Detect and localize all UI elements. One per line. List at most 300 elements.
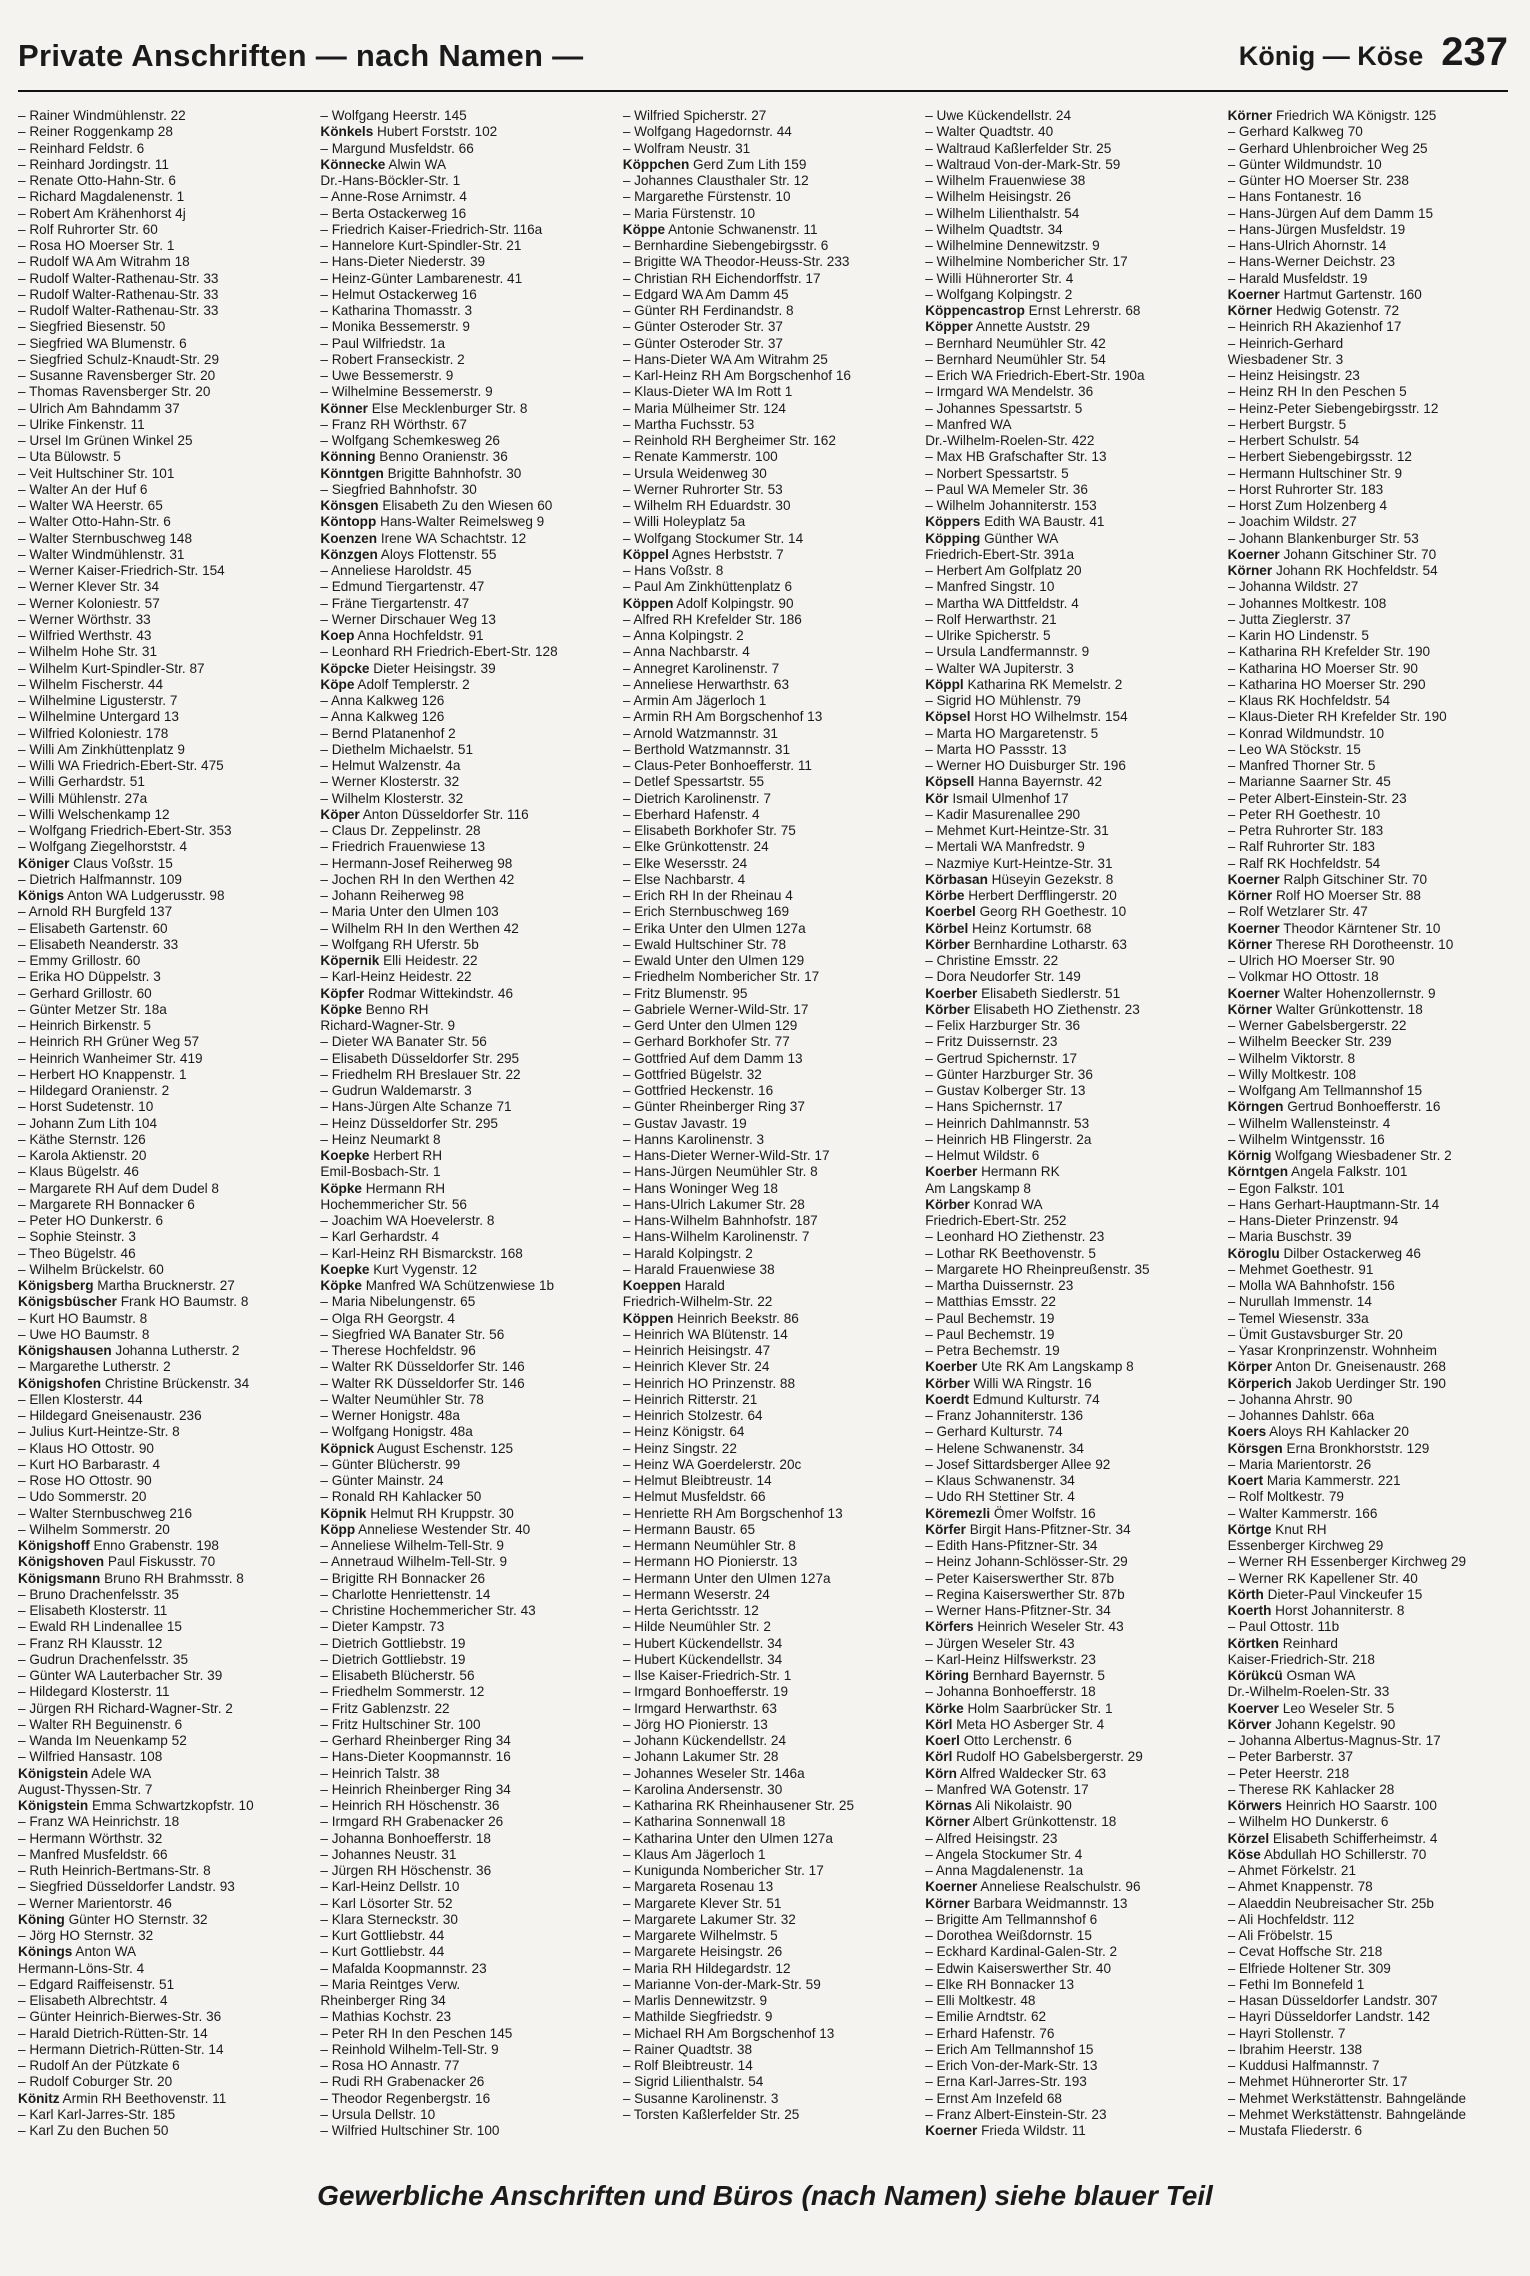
directory-entry: – Matthias Emsstr. 22 — [925, 1294, 1056, 1310]
directory-entry: – Maria Fürstenstr. 10 — [622, 205, 756, 221]
directory-entry: Koers Aloys RH Kahlacker 20 — [1227, 1424, 1409, 1440]
directory-entry: – Rolf Herwarthstr. 21 — [925, 611, 1057, 627]
directory-entry: – Hans Voßstr. 8 — [622, 563, 724, 578]
directory-entry: – Erich Sternbuschweg 169 — [622, 904, 790, 920]
directory-entry: – Johannes Dahlstr. 66a — [1227, 1408, 1375, 1423]
directory-entry: – Günter Metzer Str. 18a — [18, 1001, 167, 1017]
directory-entry: – Jörg HO Sternstr. 32 — [18, 1928, 154, 1943]
directory-entry: – Wilhelm Klosterstr. 32 — [320, 790, 464, 806]
directory-entry: – Karolina Andersenstr. 30 — [622, 1781, 783, 1797]
directory-entry: – Wilhelm Viktorstr. 8 — [1227, 1050, 1356, 1066]
directory-entry: – Margarete HO Rheinpreußenstr. 35 — [925, 1261, 1150, 1277]
directory-entry: Körngen Gertrud Bonhoefferstr. 16 — [1227, 1099, 1441, 1115]
directory-entry: Körn Alfred Waldecker Str. 63 — [925, 1765, 1106, 1781]
directory-entry: – Johann Reiherweg 98 — [320, 888, 464, 903]
directory-entry: – Paul Bechemstr. 19 — [925, 1310, 1055, 1326]
directory-entry: Körl Rudolf HO Gabelsbergerstr. 29 — [925, 1749, 1143, 1765]
directory-entry: – Johannes Weseler Str. 146a — [622, 1765, 805, 1781]
directory-entry: Körtken Reinhard — [1227, 1635, 1338, 1651]
directory-entry: – Helmut Ostackerweg 16 — [320, 286, 477, 302]
directory-entry: – Fräne Tiergartenstr. 47 — [320, 595, 470, 611]
directory-entry: Köpke Hermann RH — [320, 1180, 446, 1196]
directory-entry: Königsbüscher Frank HO Baumstr. 8 — [18, 1294, 249, 1310]
directory-entry: – Christine Emsstr. 22 — [925, 953, 1059, 968]
directory-entry: – Petra Ruhrorter Str. 183 — [1227, 823, 1384, 838]
directory-entry: – Paul Am Zinkhüttenplatz 6 — [622, 579, 793, 595]
directory-entry: – Martha Fuchsstr. 53 — [622, 416, 755, 432]
directory-entry: Koep Anna Hochfeldstr. 91 — [320, 628, 484, 643]
directory-entry: – Mehmet Goethestr. 91 — [1227, 1261, 1374, 1277]
directory-entry: – Susanne Ravensberger Str. 20 — [18, 368, 216, 383]
directory-entry: Koenzen Irene WA Schachtstr. 12 — [320, 530, 527, 546]
directory-entry: – Günter Blücherstr. 99 — [320, 1456, 461, 1472]
directory-entry: – Gottfried Heckenstr. 16 — [622, 1083, 774, 1098]
directory-entry: – Theodor Regenbergstr. 16 — [320, 2090, 491, 2106]
directory-entry: – Heinz Singstr. 22 — [622, 1440, 737, 1456]
directory-entry: – Horst Ruhrorter Str. 183 — [1227, 481, 1384, 497]
directory-entry: – Horst Zum Holzenberg 4 — [1227, 498, 1388, 513]
directory-entry: – Mertali WA Manfredstr. 9 — [925, 839, 1085, 855]
directory-entry: – Irmgard Herwarthstr. 63 — [622, 1700, 777, 1716]
directory-entry: – Harald Dietrich-Rütten-Str. 14 — [18, 2025, 208, 2041]
directory-entry: – Heinz Neumarkt 8 — [320, 1131, 441, 1147]
directory-entry: – Heinz RH In den Peschen 5 — [1227, 384, 1407, 400]
directory-entry: – Karola Aktienstr. 20 — [18, 1148, 147, 1163]
directory-entry: – Else Nachbarstr. 4 — [622, 871, 746, 887]
directory-entry: – Harald Frauenwiese 38 — [622, 1261, 775, 1277]
directory-entry: Koerner Walter Hohenzollernstr. 9 — [1227, 985, 1436, 1001]
directory-entry: – Hermann HO Pionierstr. 13 — [622, 1554, 798, 1570]
directory-entry: – Hermann Neumühler Str. 8 — [622, 1538, 796, 1553]
directory-entry: – Hubert Kückendellstr. 34 — [622, 1635, 783, 1651]
directory-entry: – Manfred Musfeldstr. 66 — [18, 1846, 168, 1862]
directory-entry: – Katharina HO Moerser Str. 290 — [1227, 676, 1426, 692]
directory-entry: – Günter Osteroder Str. 37 — [622, 335, 783, 351]
directory-entry: – Ali Fröbelstr. 15 — [1227, 1928, 1333, 1943]
directory-entry: – Ulrich Am Bahndamm 37 — [18, 400, 180, 416]
directory-entry: – Maria RH Hildegardstr. 12 — [622, 1960, 791, 1976]
directory-entry: Koeppen Harald — [622, 1278, 725, 1293]
directory-entry: – Maria Mülheimer Str. 124 — [622, 400, 786, 416]
directory-entry: – Erhard Hafenstr. 76 — [925, 2025, 1055, 2041]
directory-entry: – Peter RH In den Peschen 145 — [320, 2025, 513, 2041]
directory-entry: Köpping Günther WA — [925, 530, 1059, 546]
directory-entry: – Helmut Bleibtreustr. 14 — [622, 1473, 772, 1488]
directory-entry: – Ursula Weidenweg 30 — [622, 465, 767, 481]
directory-entry: – Johannes Clausthaler Str. 12 — [622, 173, 809, 188]
directory-entry: – Friedhelm Sommerstr. 12 — [320, 1684, 485, 1700]
directory-entry: – Hayri Stollenstr. 7 — [1227, 2025, 1346, 2041]
directory-entry: – Ralf RK Hochfeldstr. 54 — [1227, 855, 1381, 871]
directory-entry: Körner Walter Grünkottenstr. 18 — [1227, 1001, 1423, 1017]
directory-entry: – Jürgen Weseler Str. 43 — [925, 1635, 1075, 1651]
directory-entry: Koerber Elisabeth Siedlerstr. 51 — [925, 985, 1121, 1001]
directory-entry: – Walter RK Düsseldorfer Str. 146 — [320, 1375, 525, 1391]
directory-entry: – Werner Kaiser-Friedrich-Str. 154 — [18, 563, 225, 578]
directory-entry: – Ali Hochfeldstr. 112 — [1227, 1911, 1355, 1927]
directory-entry: Körner Therese RH Dorotheenstr. 10 — [1227, 936, 1454, 952]
directory-entry: – Ümit Gustavsburger Str. 20 — [1227, 1326, 1403, 1342]
directory-entry: – Maria Reintges Verw. — [320, 1976, 461, 1992]
directory-entry: – Herbert HO Knappenstr. 1 — [18, 1066, 187, 1082]
directory-entry: – Brigitte Am Tellmannshof 6 — [925, 1911, 1098, 1927]
directory-entry: – Mehmet Kurt-Heintze-Str. 31 — [925, 823, 1109, 838]
directory-entry: – Maria Buschstr. 39 — [1227, 1229, 1352, 1245]
directory-entry: Emil-Bosbach-Str. 1 — [320, 1164, 441, 1180]
directory-entry: – Ilse Kaiser-Friedrich-Str. 1 — [622, 1668, 792, 1683]
directory-entry: – Heinz WA Goerdelerstr. 20c — [622, 1456, 802, 1472]
directory-entry: – Klaus-Dieter RH Krefelder Str. 190 — [1227, 709, 1447, 725]
directory-entry: – Bernhard Neumühler Str. 42 — [925, 335, 1106, 351]
directory-entry: – Margarete Heisingstr. 26 — [622, 1944, 783, 1960]
directory-entry: – Johannes Moltkestr. 108 — [1227, 595, 1387, 611]
directory-entry: – Johanna Bonhoefferstr. 18 — [925, 1684, 1096, 1700]
directory-entry: – Erika Unter den Ulmen 127a — [622, 920, 806, 936]
directory-entry: – Hans-Ulrich Lakumer Str. 28 — [622, 1196, 805, 1212]
directory-entry: – Egon Falkstr. 101 — [1227, 1180, 1345, 1196]
directory-entry: Koerber Hermann RK — [925, 1164, 1060, 1180]
directory-entry: – Harald Musfeldstr. 19 — [1227, 270, 1368, 286]
directory-entry: Köpfer Rodmar Wittekindstr. 46 — [320, 985, 514, 1001]
directory-entry: – Gustav Kolberger Str. 13 — [925, 1083, 1086, 1098]
directory-entry: Koerdt Edmund Kulturstr. 74 — [925, 1391, 1100, 1407]
directory-entry: – Kurt HO Baumstr. 8 — [18, 1310, 148, 1326]
directory-entry: Köper Anton Düsseldorfer Str. 116 — [320, 806, 529, 822]
directory-entry: – Ahmet Förkelstr. 21 — [1227, 1863, 1357, 1878]
directory-entry: – Erich Am Tellmannshof 15 — [925, 2041, 1094, 2057]
directory-entry: Körwers Heinrich HO Saarstr. 100 — [1227, 1798, 1437, 1813]
directory-entry: – Susanne Karolinenstr. 3 — [622, 2090, 779, 2106]
directory-entry: – Wolfgang Hagedornstr. 44 — [622, 124, 792, 140]
directory-entry: Friedrich-Ebert-Str. 252 — [925, 1213, 1067, 1228]
directory-entry: Dr.-Hans-Böckler-Str. 1 — [320, 173, 461, 188]
directory-entry: Körper Anton Dr. Gneisenaustr. 268 — [1227, 1359, 1446, 1375]
directory-entry: – Katharina RK Rheinhausener Str. 25 — [622, 1798, 855, 1813]
directory-entry: – Anna Nachbarstr. 4 — [622, 644, 750, 660]
directory-entry: – Dorothea Weißdornstr. 15 — [925, 1928, 1092, 1943]
directory-entry: – Gerhard Kalkweg 70 — [1227, 124, 1363, 140]
directory-entry: – Walter Neumühler Str. 78 — [320, 1391, 484, 1407]
directory-entry: Königshoff Enno Grabenstr. 198 — [18, 1538, 219, 1553]
directory-entry: – Heinz-Günter Lambarenestr. 41 — [320, 270, 523, 286]
directory-entry: Köpsel Horst HO Wilhelmstr. 154 — [925, 709, 1128, 725]
directory-entry: Friedrich-Wilhelm-Str. 22 — [622, 1294, 773, 1310]
directory-entry: – Herbert Am Golfplatz 20 — [925, 563, 1082, 578]
directory-entry: Koerner Frieda Wildstr. 11 — [925, 2123, 1086, 2138]
directory-entry: – Willi Am Zinkhüttenplatz 9 — [18, 741, 185, 757]
directory-entry: – Hans Woninger Weg 18 — [622, 1180, 778, 1196]
directory-entry: – Claus Dr. Zeppelinstr. 28 — [320, 823, 481, 838]
directory-entry: – Günter Heinrich-Bierwes-Str. 36 — [18, 2009, 222, 2025]
directory-entry: – Ulrike Spicherstr. 5 — [925, 628, 1051, 643]
directory-entry: – Emilie Arndtstr. 62 — [925, 2009, 1047, 2025]
directory-entry: – Hannelore Kurt-Spindler-Str. 21 — [320, 238, 522, 253]
directory-entry: – Walter RH Beguinenstr. 6 — [18, 1716, 183, 1732]
directory-entry: Königshofen Christine Brückenstr. 34 — [18, 1375, 250, 1391]
directory-entry: – Katharina RH Krefelder Str. 190 — [1227, 644, 1431, 660]
directory-entry: – Heinrich-Gerhard — [1227, 335, 1344, 351]
directory-entry: – Günter Wildmundstr. 10 — [1227, 156, 1382, 172]
directory-entry: – Edmund Tiergartenstr. 47 — [320, 579, 485, 595]
directory-entry: – Waltraud Kaßlerfelder Str. 25 — [925, 140, 1112, 156]
directory-entry: – Käthe Sternstr. 126 — [18, 1131, 146, 1147]
directory-entry: – Eberhard Hafenstr. 4 — [622, 806, 760, 822]
directory-entry: – Walter WA Heerstr. 65 — [18, 498, 163, 513]
directory-entry: – Willi Hühnerorter Str. 4 — [925, 270, 1074, 286]
directory-entry: – Werner RK Kapellener Str. 40 — [1227, 1570, 1418, 1586]
directory-entry: – Friedhelm Nombericher Str. 17 — [622, 969, 820, 985]
directory-entry: Körner Rolf HO Moerser Str. 88 — [1227, 888, 1421, 903]
directory-entry: – Wilhelm RH Eduardstr. 30 — [622, 498, 791, 513]
directory-entry: – Margarethe Fürstenstr. 10 — [622, 189, 791, 205]
directory-entry: – Rainer Quadtstr. 38 — [622, 2041, 753, 2057]
directory-entry: – Elisabeth Blücherstr. 56 — [320, 1668, 475, 1683]
directory-entry: – Ruth Heinrich-Bertmans-Str. 8 — [18, 1863, 211, 1878]
directory-entry: – Uwe Kückendellstr. 24 — [925, 108, 1072, 123]
directory-entry: – Wolfgang Am Tellmannshof 15 — [1227, 1083, 1423, 1098]
directory-entry: – Hans-Dieter WA Am Witrahm 25 — [622, 351, 828, 367]
directory-entry: – Kurt Gottliebstr. 44 — [320, 1928, 445, 1943]
directory-entry: – Wilhelm Kurt-Spindler-Str. 87 — [18, 660, 205, 676]
directory-entry: Könner Else Mecklenburger Str. 8 — [320, 400, 528, 416]
directory-entry: – Werner Koloniestr. 57 — [18, 595, 160, 611]
directory-entry: – Elke RH Bonnacker 13 — [925, 1976, 1075, 1992]
directory-entry: – Paul Bechemstr. 19 — [925, 1326, 1055, 1342]
directory-entry: – Monika Bessemerstr. 9 — [320, 319, 470, 335]
directory-entry: – Anna Kalkweg 126 — [320, 709, 445, 725]
directory-entry: – Elisabeth Klosterstr. 11 — [18, 1603, 168, 1618]
directory-entry: – Johannes Neustr. 31 — [320, 1846, 457, 1862]
directory-entry: – Leonhard HO Ziethenstr. 23 — [925, 1229, 1105, 1245]
directory-entry: Köring Bernhard Bayernstr. 5 — [925, 1668, 1105, 1683]
directory-entry: – Richard Magdalenenstr. 1 — [18, 189, 185, 205]
directory-entry: – Margareta Rosenau 13 — [622, 1879, 774, 1895]
directory-entry: – Walter An der Huf 6 — [18, 481, 148, 497]
directory-entry: – Max HB Grafschafter Str. 13 — [925, 449, 1107, 465]
directory-entry: – Manfred Singstr. 10 — [925, 579, 1055, 595]
directory-entry: – Franz Johanniterstr. 136 — [925, 1408, 1084, 1423]
directory-entry: – Edgard Raiffeisenstr. 51 — [18, 1976, 175, 1992]
directory-entry: – Heinrich HO Prinzenstr. 88 — [622, 1375, 796, 1391]
directory-entry: – Udo Sommerstr. 20 — [18, 1489, 147, 1505]
directory-entry: Köppchen Gerd Zum Lith 159 — [622, 156, 807, 172]
directory-entry: – Leonhard RH Friedrich-Ebert-Str. 128 — [320, 644, 558, 660]
directory-entry: – Günter WA Lauterbacher Str. 39 — [18, 1668, 223, 1683]
directory-entry: – Martha WA Dittfeldstr. 4 — [925, 595, 1079, 611]
directory-entry: – Helmut Musfeldstr. 66 — [622, 1489, 766, 1505]
directory-entry: – Maria Unter den Ulmen 103 — [320, 904, 499, 920]
directory-entry: – Reinhard Jordingstr. 11 — [18, 156, 169, 172]
directory-entry: – Willi Gerhardstr. 51 — [18, 774, 145, 790]
directory-entry: Koerber Ute RK Am Langskamp 8 — [925, 1359, 1134, 1375]
directory-entry: Rheinberger Ring 34 — [320, 1993, 446, 2008]
directory-entry: – Hans Fontanestr. 16 — [1227, 189, 1362, 205]
directory-entry: – Kuddusi Halfmannstr. 7 — [1227, 2058, 1380, 2073]
directory-column-2 — [320, 108, 600, 2160]
directory-entry: – Heinz Johann-Schlösser-Str. 29 — [925, 1554, 1128, 1570]
directory-entry: – Veit Hultschiner Str. 101 — [18, 465, 175, 481]
directory-entry: – Ursula Landfermannstr. 9 — [925, 644, 1090, 660]
directory-entry: – Wilhelm Wintgensstr. 16 — [1227, 1131, 1385, 1147]
directory-entry: – Leo WA Stöckstr. 15 — [1227, 741, 1361, 757]
directory-entry: Köpke Benno RH — [320, 1001, 429, 1017]
directory-entry: – Wilhelmine Dennewitzstr. 9 — [925, 238, 1100, 253]
directory-entry: – Katharina Thomasstr. 3 — [320, 303, 473, 318]
directory-entry: – Wilfried Koloniestr. 178 — [18, 725, 169, 741]
directory-entry: Könning Benno Oranienstr. 36 — [320, 449, 508, 465]
directory-entry: – Theo Bügelstr. 46 — [18, 1245, 136, 1261]
directory-entry: – Heinrich Klever Str. 24 — [622, 1359, 770, 1375]
directory-entry: – Gudrun Waldemarstr. 3 — [320, 1083, 472, 1098]
directory-entry: – Hilde Neumühler Str. 2 — [622, 1619, 771, 1635]
directory-entry: – Lothar RK Beethovenstr. 5 — [925, 1245, 1096, 1261]
directory-entry: – Hermann Hultschiner Str. 9 — [1227, 465, 1403, 481]
page-number: 237 — [1441, 30, 1508, 74]
directory-entry: – Gustav Javastr. 19 — [622, 1115, 747, 1131]
directory-entry: Körperich Jakob Uerdinger Str. 190 — [1227, 1375, 1446, 1391]
directory-entry: – Wolfgang Kolpingstr. 2 — [925, 286, 1073, 302]
directory-entry: – Ibrahim Heerstr. 138 — [1227, 2041, 1363, 2057]
directory-entry: – Anneliese Wilhelm-Tell-Str. 9 — [320, 1538, 504, 1553]
directory-entry: – Wolfgang Honigstr. 48a — [320, 1424, 473, 1440]
directory-entry: – Elisabeth Albrechtstr. 4 — [18, 1993, 168, 2008]
directory-entry: Körke Holm Saarbrücker Str. 1 — [925, 1700, 1113, 1716]
directory-entry: – Konrad Wildmundstr. 10 — [1227, 725, 1385, 741]
directory-entry: – Elisabeth Gartenstr. 60 — [18, 920, 168, 936]
directory-entry: – Anneliese Herwarthstr. 63 — [622, 676, 790, 692]
directory-entry: – Heinrich WA Blütenstr. 14 — [622, 1326, 788, 1342]
directory-entry: – Karl Karl-Jarres-Str. 185 — [18, 2106, 176, 2122]
directory-entry: – Paul Wilfriedstr. 1a — [320, 335, 446, 351]
directory-entry: – Heinrich RH Grüner Weg 57 — [18, 1034, 200, 1050]
directory-entry: – Bruno Drachenfelsstr. 35 — [18, 1586, 179, 1602]
directory-entry: – Fritz Gablenzstr. 22 — [320, 1700, 450, 1716]
directory-entry: Körzel Elisabeth Schifferheimstr. 4 — [1227, 1830, 1438, 1846]
directory-entry: Körsgen Erna Bronkhorststr. 129 — [1227, 1440, 1430, 1456]
directory-entry: – Molla WA Bahnhofstr. 156 — [1227, 1278, 1395, 1293]
directory-entry: – Sophie Steinstr. 3 — [18, 1229, 136, 1245]
directory-entry: – Wilhelm Johanniterstr. 153 — [925, 498, 1097, 513]
directory-entry: – Jutta Zieglerstr. 37 — [1227, 611, 1351, 627]
directory-entry: – Gerd Unter den Ulmen 129 — [622, 1018, 798, 1033]
directory-column-3 — [623, 108, 903, 2160]
directory-entry: – Wilfried Spicherstr. 27 — [622, 108, 767, 123]
directory-entry: – Eckhard Kardinal-Galen-Str. 2 — [925, 1944, 1118, 1960]
directory-entry: Koerner Anneliese Realschulstr. 96 — [925, 1879, 1141, 1895]
directory-entry: Körbe Herbert Derfflingerstr. 20 — [925, 888, 1117, 903]
directory-entry: – Renate Kammerstr. 100 — [622, 449, 778, 465]
directory-entry: Dr.-Wilhelm-Roelen-Str. 33 — [1227, 1684, 1390, 1700]
directory-entry: – Edgard WA Am Damm 45 — [622, 286, 789, 302]
directory-entry: – Anneliese Haroldstr. 45 — [320, 563, 472, 578]
directory-entry: – Ahmet Knappenstr. 78 — [1227, 1879, 1373, 1895]
directory-entry: – Uwe HO Baumstr. 8 — [18, 1326, 150, 1342]
directory-entry: – Heinrich Stolzestr. 64 — [622, 1408, 763, 1423]
directory-entry: Körber Willi WA Ringstr. 16 — [925, 1375, 1092, 1391]
directory-entry: – Dietrich Gottliebstr. 19 — [320, 1651, 466, 1667]
directory-entry: – Klaus Schwanenstr. 34 — [925, 1473, 1075, 1488]
directory-entry: – Kurt Gottliebstr. 44 — [320, 1944, 445, 1960]
directory-entry: – Klara Sterneckstr. 30 — [320, 1911, 458, 1927]
directory-entry: – Ewald Unter den Ulmen 129 — [622, 953, 805, 968]
directory-entry: – Martha Duissernstr. 23 — [925, 1278, 1074, 1293]
directory-entry: – Marlis Dennewitzstr. 9 — [622, 1993, 768, 2008]
directory-entry: – Gerhard Borkhofer Str. 77 — [622, 1034, 790, 1050]
directory-entry: – Margarete Lakumer Str. 32 — [622, 1911, 796, 1927]
directory-entry: – Hans-Dieter Prinzenstr. 94 — [1227, 1213, 1399, 1228]
directory-entry: – Günter Harzburger Str. 36 — [925, 1066, 1093, 1082]
directory-entry: – Maria Nibelungenstr. 65 — [320, 1294, 476, 1310]
directory-entry: Köpnick August Eschenstr. 125 — [320, 1440, 514, 1456]
directory-entry: – Walter WA Jupiterstr. 3 — [925, 660, 1074, 676]
directory-entry: – Reinhold RH Bergheimer Str. 162 — [622, 433, 836, 448]
directory-entry: – Brigitte WA Theodor-Heuss-Str. 233 — [622, 254, 850, 270]
directory-entry: – Mehmet Werkstättenstr. Bahngelände — [1227, 2090, 1467, 2106]
directory-entry: – Walter Kammerstr. 166 — [1227, 1505, 1378, 1521]
directory-entry: Dr.-Wilhelm-Roelen-Str. 422 — [925, 433, 1095, 448]
directory-entry: – Hans-Dieter Koopmannstr. 16 — [320, 1749, 511, 1765]
directory-entry: – Thomas Ravensberger Str. 20 — [18, 384, 211, 400]
directory-entry: – Walter Sternbuschweg 148 — [18, 530, 193, 546]
directory-entry: – Klaus Bügelstr. 46 — [18, 1164, 139, 1180]
directory-entry: – Therese RK Kahlacker 28 — [1227, 1781, 1395, 1797]
directory-entry: – Wilhelm Hohe Str. 31 — [18, 644, 158, 660]
directory-entry: – Berta Ostackerweg 16 — [320, 205, 467, 221]
directory-entry: – Hermann Wörthstr. 32 — [18, 1830, 163, 1846]
directory-entry: – Hans-Werner Deichstr. 23 — [1227, 254, 1396, 270]
directory-entry: – Mathias Kochstr. 23 — [320, 2009, 452, 2025]
directory-entry: Koepke Kurt Vygenstr. 12 — [320, 1261, 478, 1277]
directory-entry: – Margarete Klever Str. 51 — [622, 1895, 782, 1911]
directory-entry: – Alaeddin Neubreisacher Str. 25b — [1227, 1895, 1434, 1911]
directory-entry: – Maria Marientorstr. 26 — [1227, 1456, 1372, 1472]
directory-entry: – Peter Albert-Einstein-Str. 23 — [1227, 790, 1407, 806]
directory-entry: – Nazmiye Kurt-Heintze-Str. 31 — [925, 855, 1113, 871]
directory-entry: – Wolfgang Schemkesweg 26 — [320, 433, 500, 448]
directory-entry: – Norbert Spessartstr. 5 — [925, 465, 1069, 481]
directory-entry: – Franz RH Wörthstr. 67 — [320, 416, 467, 432]
directory-entry: – Wilhelm HO Dunkerstr. 6 — [1227, 1814, 1389, 1830]
directory-entry: – Wilhelm Wallensteinstr. 4 — [1227, 1115, 1391, 1131]
directory-entry: Koerl Otto Lerchenstr. 6 — [925, 1733, 1072, 1748]
directory-entry: – Fethi Im Bonnefeld 1 — [1227, 1976, 1365, 1992]
directory-entry: – Franz RH Klausstr. 12 — [18, 1635, 163, 1651]
directory-entry: – Peter Kaiserswerther Str. 87b — [925, 1570, 1115, 1586]
directory-entry: – Heinrich Dahlmannstr. 53 — [925, 1115, 1090, 1131]
directory-entry: – Werner RH Essenberger Kirchweg 29 — [1227, 1554, 1467, 1570]
directory-entry: – Johann Blankenburger Str. 53 — [1227, 530, 1419, 546]
directory-entry: – Heinz Düsseldorfer Str. 295 — [320, 1115, 498, 1131]
directory-entry: – Fritz Blumenstr. 95 — [622, 985, 748, 1001]
directory-entry: – Bernd Platanenhof 2 — [320, 725, 456, 741]
directory-entry: – Werner HO Duisburger Str. 196 — [925, 758, 1126, 773]
directory-entry: Kör Ismail Ulmenhof 17 — [925, 790, 1069, 806]
directory-entry: – Elke Wesersstr. 24 — [622, 855, 748, 871]
directory-entry: Köpcke Dieter Heisingstr. 39 — [320, 660, 496, 676]
directory-entry: – Wilhelmine Nombericher Str. 17 — [925, 254, 1128, 270]
directory-entry: – Wilhelm Sommerstr. 20 — [18, 1521, 170, 1537]
directory-entry: – Ralf Ruhrorter Str. 183 — [1227, 839, 1375, 855]
directory-entry: Köppel Agnes Herbststr. 7 — [622, 546, 784, 562]
directory-entry: – Johannes Spessartstr. 5 — [925, 400, 1083, 416]
directory-entry: – Irmgard RH Grabenacker 26 — [320, 1814, 504, 1830]
directory-entry: – Armin RH Am Borgschenhof 13 — [622, 709, 823, 725]
directory-entry: – Friedhelm RH Breslauer Str. 22 — [320, 1066, 521, 1082]
directory-entry: Richard-Wagner-Str. 9 — [320, 1018, 456, 1033]
directory-entry: – Hans-Ulrich Ahornstr. 14 — [1227, 238, 1387, 253]
directory-entry: – Gerhard Uhlenbroicher Weg 25 — [1227, 140, 1428, 156]
directory-entry: Körth Dieter-Paul Vinckeufer 15 — [1227, 1586, 1423, 1602]
